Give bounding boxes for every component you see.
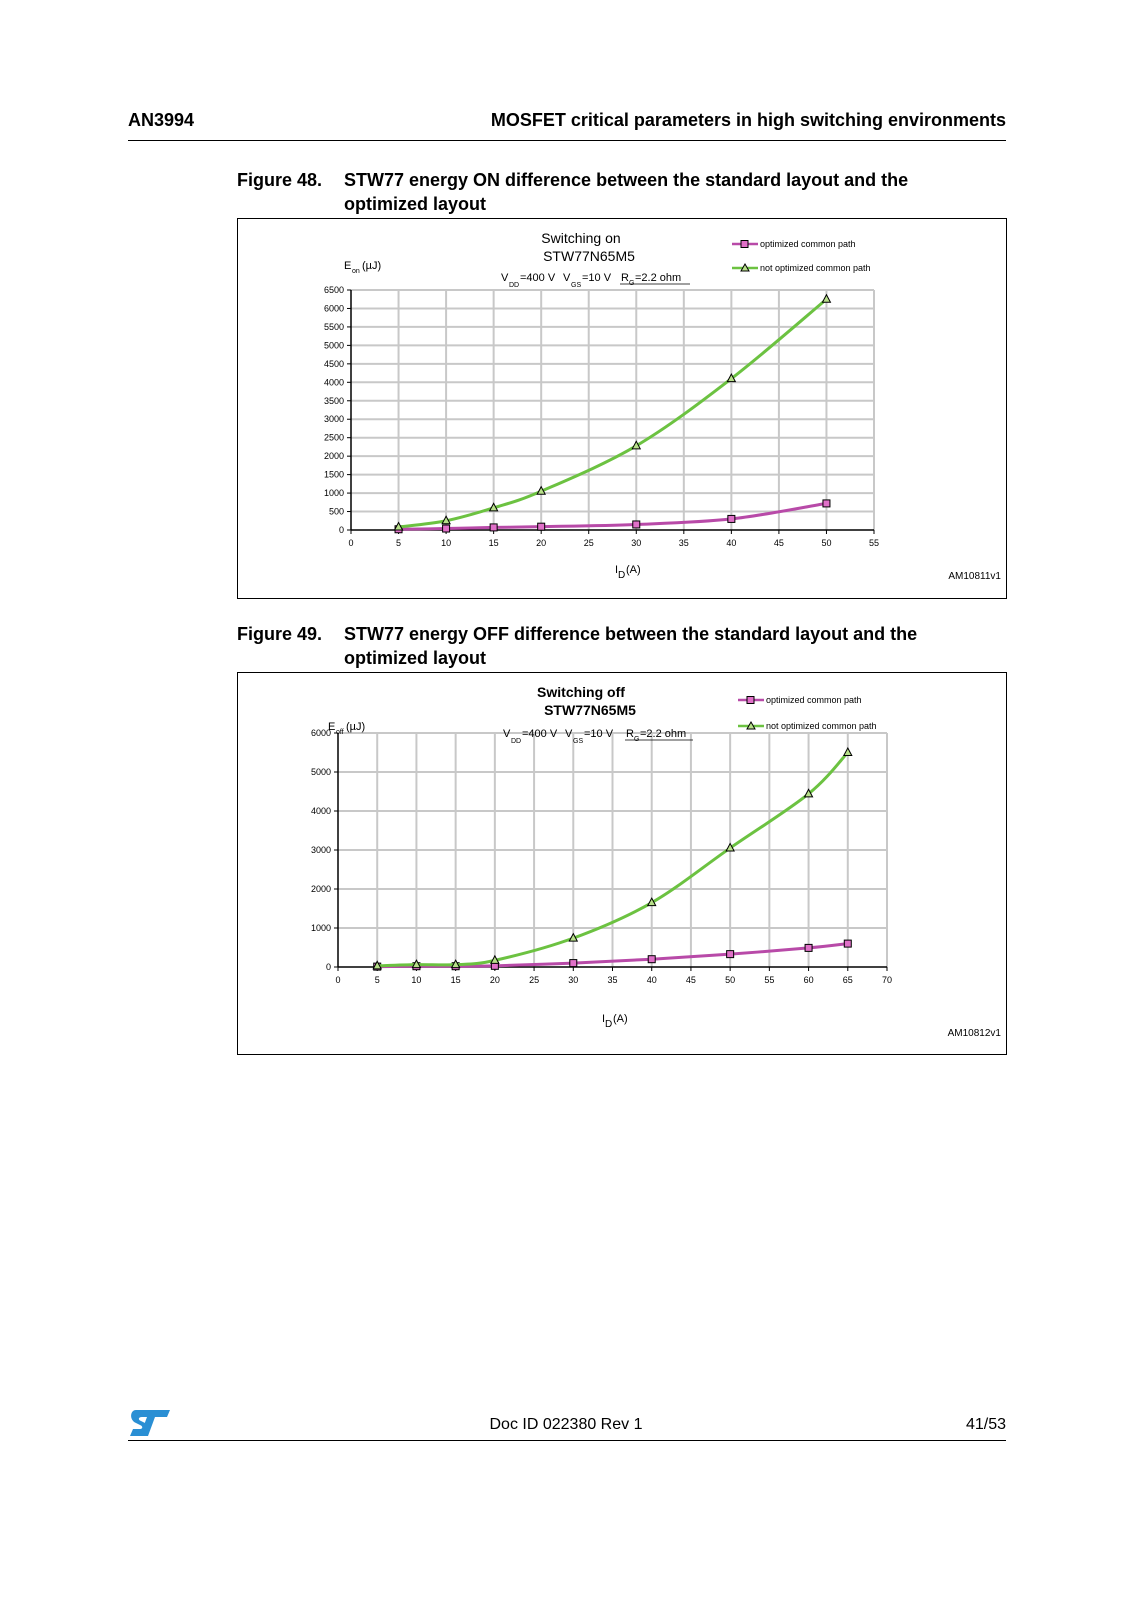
- figure-code: AM10812v1: [947, 1028, 1001, 1039]
- cond-vgs-v: V: [563, 272, 571, 284]
- legend-label-optimized: optimized common path: [766, 695, 862, 705]
- cond-rg-r: R: [626, 728, 634, 740]
- legend-marker-optimized: [747, 697, 754, 704]
- y-tick-label: 0: [338, 525, 344, 535]
- figure-48-chart: [237, 218, 1007, 599]
- legend-marker-optimized: [741, 241, 748, 248]
- x-tick-label: 40: [726, 538, 737, 548]
- footer-divider: [128, 1440, 1006, 1441]
- y-tick-label: 1000: [323, 488, 344, 499]
- legend: [732, 239, 871, 273]
- y-tick-label: 3000: [310, 845, 331, 855]
- data-point-optimized: [443, 525, 450, 532]
- y-axis-label-main: E: [328, 721, 336, 733]
- x-tick-label: 65: [842, 975, 853, 985]
- x-tick-label: 10: [441, 538, 452, 548]
- figure-49-svg: [238, 673, 1006, 1054]
- figure-49-number: Figure 49.: [237, 624, 323, 644]
- y-tick-label: 0: [325, 962, 331, 972]
- cond-vdd-v: V: [503, 728, 511, 740]
- x-tick-label: 45: [685, 975, 696, 985]
- x-tick-label: 25: [529, 975, 540, 985]
- y-tick-label: 4000: [310, 806, 331, 816]
- y-tick-label: 3500: [323, 395, 344, 406]
- cond-vdd-sub: DD: [511, 738, 522, 745]
- x-axis-label-sub: D: [618, 570, 626, 581]
- y-tick-label: 6000: [323, 303, 344, 314]
- y-axis-label-main: E: [344, 260, 352, 272]
- x-axis-label-unit: (A): [613, 1013, 628, 1025]
- y-tick-label: 5000: [323, 340, 344, 351]
- x-tick-label: 30: [631, 538, 642, 548]
- figure-48-number: Figure 48.: [237, 170, 323, 190]
- cond-vdd-value: =400 V: [522, 728, 558, 740]
- header-divider: [128, 140, 1006, 141]
- y-tick-label: 2000: [323, 451, 344, 462]
- doc-code: AN3994: [128, 110, 195, 130]
- x-tick-label: 5: [374, 975, 380, 985]
- x-tick-label: 0: [348, 538, 354, 548]
- data-point-optimized: [823, 500, 830, 507]
- x-tick-label: 55: [868, 538, 880, 548]
- legend-label-optimized: optimized common path: [760, 239, 856, 249]
- legend-label-not-optimized: not optimized common path: [766, 721, 877, 731]
- cond-vgs-value: =10 V: [584, 728, 614, 740]
- doc-id: Doc ID 022380 Rev 1: [489, 1416, 643, 1433]
- plot-title-line-1: Switching off: [537, 684, 625, 700]
- cond-vdd-sub: DD: [509, 282, 520, 289]
- y-tick-label: 5000: [310, 767, 331, 777]
- cond-vdd-v: V: [501, 272, 509, 284]
- cond-vgs-value: =10 V: [582, 272, 612, 284]
- figure-48-title: STW77 energy ON difference between the standard layout and the optimized layout: [344, 170, 909, 214]
- figure-code: AM10811v1: [948, 571, 1001, 582]
- y-axis-label-unit: (µJ): [362, 260, 382, 272]
- cond-rg-value: =2.2 ohm: [635, 272, 682, 284]
- x-tick-label: 35: [678, 538, 689, 548]
- y-axis-label-sub: on: [352, 268, 360, 275]
- x-tick-label: 35: [607, 975, 618, 985]
- data-point-optimized: [844, 940, 851, 947]
- cond-vgs-sub: GS: [573, 738, 584, 745]
- x-tick-label: 15: [488, 538, 499, 548]
- data-point-optimized: [728, 515, 735, 522]
- data-point-optimized: [538, 523, 545, 530]
- cond-rg-sub: G: [634, 736, 640, 743]
- plot-title-line-2: STW77N65M5: [543, 248, 635, 264]
- y-tick-label: 2000: [310, 884, 331, 894]
- y-tick-label: 1500: [323, 469, 344, 480]
- data-point-optimized: [805, 944, 812, 951]
- cond-vgs-v: V: [565, 728, 573, 740]
- data-point-optimized: [648, 956, 655, 963]
- section-title: MOSFET critical parameters in high switching environments: [490, 110, 1006, 130]
- data-point-not-optimized: [822, 295, 830, 303]
- plot-title-line-1: Switching on: [541, 230, 621, 246]
- y-tick-label: 6500: [323, 285, 344, 295]
- x-tick-label: 45: [773, 538, 784, 548]
- data-point-optimized: [727, 951, 734, 958]
- x-tick-label: 70: [881, 975, 893, 985]
- x-tick-label: 30: [568, 975, 579, 985]
- data-point-optimized: [570, 960, 577, 967]
- x-tick-label: 25: [583, 538, 594, 548]
- x-tick-label: 60: [803, 975, 814, 985]
- x-axis-label-main: I: [602, 1013, 606, 1025]
- x-tick-label: 0: [335, 975, 341, 985]
- x-tick-label: 15: [450, 975, 461, 985]
- x-tick-label: 10: [411, 975, 422, 985]
- y-tick-label: 3000: [323, 414, 344, 425]
- page-number: 41/53: [965, 1416, 1006, 1433]
- figure-48-svg: [238, 219, 1006, 598]
- figure-49-chart: [237, 672, 1007, 1055]
- cond-rg-sub: G: [629, 280, 635, 287]
- y-tick-label: 1000: [310, 923, 331, 933]
- y-tick-label: 5500: [323, 321, 344, 332]
- x-tick-label: 20: [536, 538, 547, 548]
- y-tick-label: 4000: [323, 377, 344, 388]
- x-axis-label-sub: D: [605, 1019, 613, 1030]
- y-tick-label: 2500: [323, 432, 344, 443]
- x-axis-label-main: I: [615, 564, 619, 576]
- x-tick-label: 40: [646, 975, 657, 985]
- legend: [738, 695, 877, 731]
- x-tick-label: 50: [821, 538, 832, 548]
- cond-vgs-sub: GS: [571, 282, 582, 289]
- y-axis-label-unit: (µJ): [346, 721, 366, 733]
- data-point-optimized: [633, 521, 640, 528]
- cond-vdd-value: =400 V: [520, 272, 556, 284]
- x-axis-label-unit: (A): [626, 564, 641, 576]
- cond-rg-value: =2.2 ohm: [640, 728, 687, 740]
- y-tick-label: 500: [328, 506, 344, 517]
- y-axis-label-sub: off: [336, 729, 344, 736]
- data-point-not-optimized: [844, 748, 852, 756]
- y-tick-label: 4500: [323, 358, 344, 369]
- plot-title-line-2: STW77N65M5: [544, 702, 636, 718]
- cond-rg-r: R: [621, 272, 629, 284]
- y-tick-label: 6000: [310, 728, 331, 738]
- legend-label-not-optimized: not optimized common path: [760, 263, 871, 273]
- x-tick-label: 55: [764, 975, 775, 985]
- x-tick-label: 20: [489, 975, 500, 985]
- figure-49-title: STW77 energy OFF difference between the standard layout and the optimized layout: [344, 624, 918, 668]
- x-tick-label: 50: [725, 975, 736, 985]
- x-tick-label: 5: [396, 538, 402, 548]
- data-point-optimized: [490, 524, 497, 531]
